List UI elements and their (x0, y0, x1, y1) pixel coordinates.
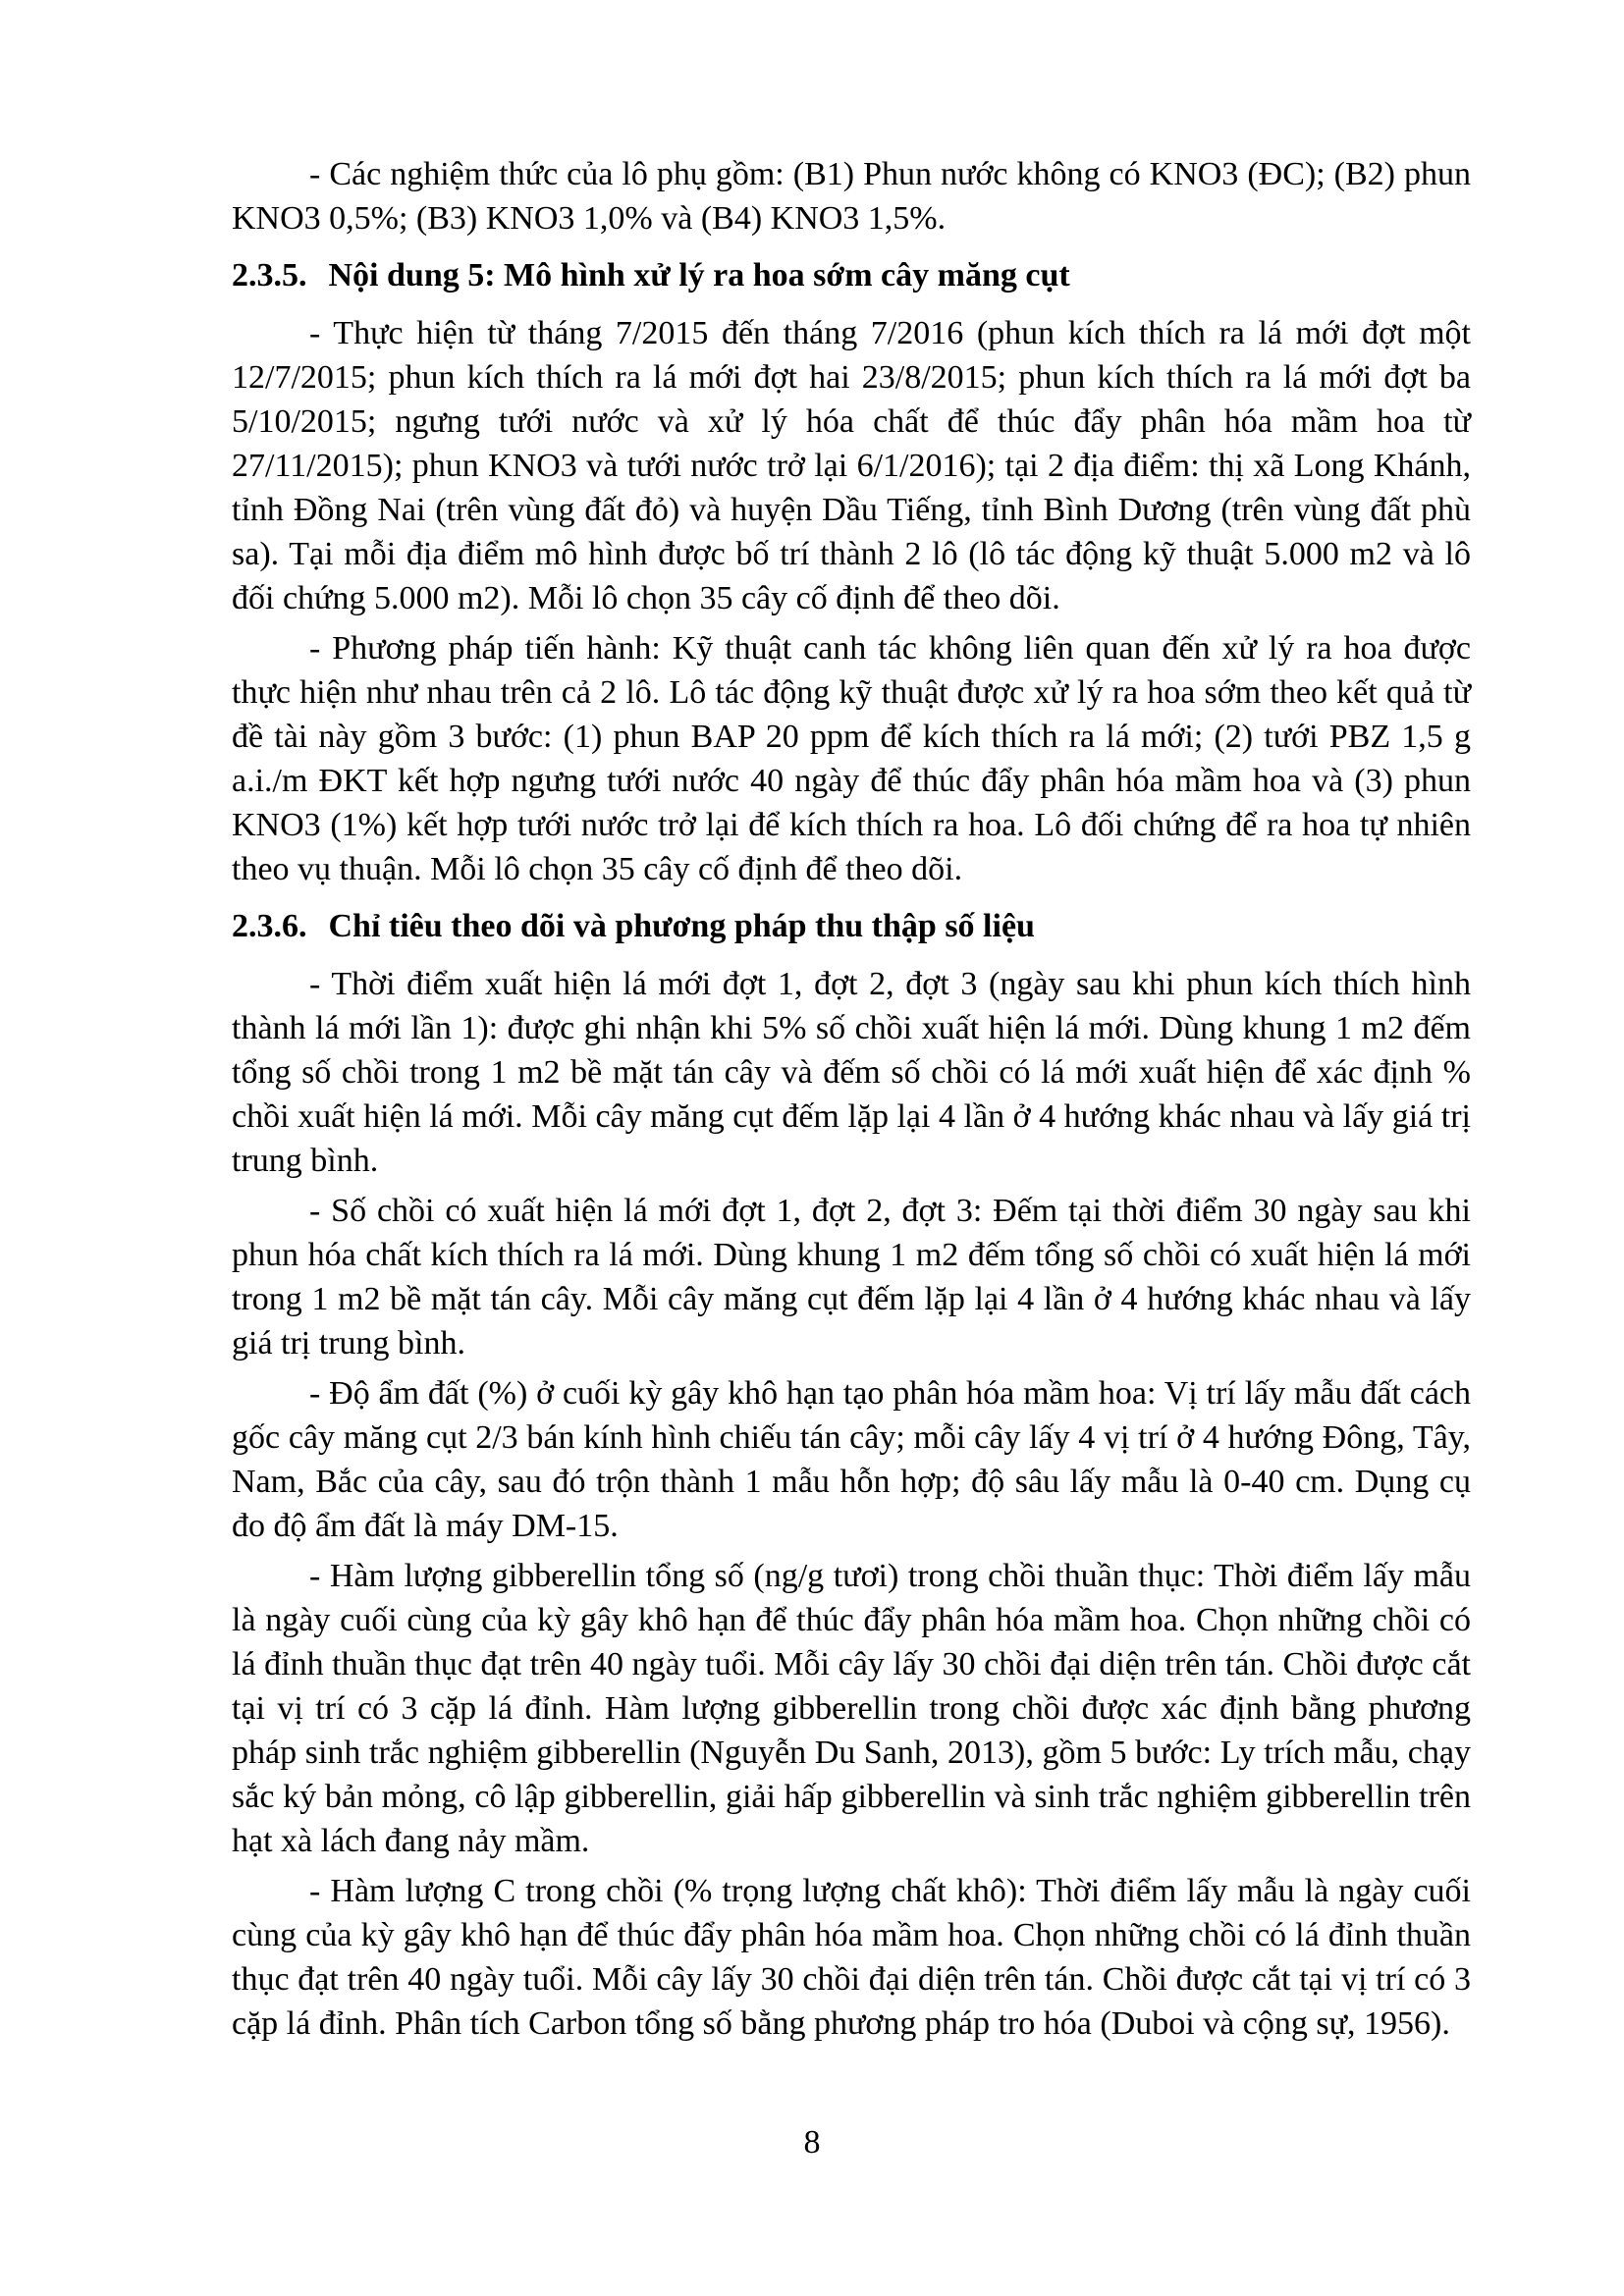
paragraph-lo-phu-treatments: - Các nghiệm thức của lô phụ gồm: (B1) Phun nước không có KNO3 (ĐC); (B2) phun KNO3 0,5%; (B3) KNO3 1,0% và (B4) KNO3 1,5%. (232, 156, 1471, 237)
paragraph-phuong-phap-tien-hanh: - Phương pháp tiến hành: Kỹ thuật canh tác không liên quan đến xử lý ra hoa được thực hiện như nhau trên cả 2 lô. Lô tác động kỹ thuật được xử lý ra hoa sớm theo kết quả từ đề tài này gồm 3 bước: (1) phun BAP 20 ppm để kích thích ra lá mới; (2) tưới PBZ 1,5 g a.i./m ĐKT kết hợp ngưng tưới nước 40 ngày để thúc đẩy phân hóa mầm hoa và (3) phun KNO3 (1%) kết hợp tưới nước trở lại để kích thích ra hoa. Lô đối chứng để ra hoa tự nhiên theo vụ thuận. Mỗi lô chọn 35 cây cố định để theo dõi. (232, 630, 1471, 887)
section-title: Nội dung 5: Mô hình xử lý ra hoa sớm cây măng cụt (328, 257, 1070, 294)
section-number: 2.3.5. (232, 257, 307, 294)
section-title: Chỉ tiêu theo dõi và phương pháp thu thập số liệu (328, 908, 1035, 944)
page-number: 8 (803, 2124, 821, 2161)
paragraph-thoi-diem-xuat-hien-la-moi: - Thời điểm xuất hiện lá mới đợt 1, đợt 2, đợt 3 (ngày sau khi phun kích thích hình thành lá mới lần 1): được ghi nhận khi 5% số chồi xuất hiện lá mới. Dùng khung 1 m2 đếm tổng số chồi trong 1 m2 bề mặt tán cây và đếm số chồi có lá mới xuất hiện để xác định % chồi xuất hiện lá mới. Mỗi cây măng cụt đếm lặp lại 4 lần ở 4 hướng khác nhau và lấy giá trị trung bình. (232, 966, 1471, 1179)
section-heading-2-3-5 (232, 253, 1471, 297)
paragraph-ham-luong-gibberellin: - Hàm lượng gibberellin tổng số (ng/g tươi) trong chồi thuần thục: Thời điểm lấy mẫu là ngày cuối cùng của kỳ gây khô hạn để thúc đẩy phân hóa mầm hoa. Chọn những chồi có lá đỉnh thuần thục đạt trên 40 ngày tuổi. Mỗi cây lấy 30 chồi đại diện trên tán. Chồi được cắt tại vị trí có 3 cặp lá đỉnh. Hàm lượng gibberellin trong chồi được xác định bằng phương pháp sinh trắc nghiệm gibberellin (Nguyễn Du Sanh, 2013), gồm 5 bước: Ly trích mẫu, chạy sắc ký bản mỏng, cô lập gibberellin, giải hấp gibberellin và sinh trắc nghiệm gibberellin trên hạt xà lách đang nảy mầm. (232, 1558, 1471, 1859)
paragraph-do-am-dat: - Độ ẩm đất (%) ở cuối kỳ gây khô hạn tạo phân hóa mầm hoa: Vị trí lấy mẫu đất cách gốc cây măng cụt 2/3 bán kính hình chiếu tán cây; mỗi cây lấy 4 vị trí ở 4 hướng Đông, Tây, Nam, Bắc của cây, sau đó trộn thành 1 mẫu hỗn hợp; độ sâu lấy mẫu là 0-40 cm. Dụng cụ đo độ ẩm đất là máy DM-15. (232, 1375, 1471, 1544)
paragraph-so-choi-xuat-hien-la-moi: - Số chồi có xuất hiện lá mới đợt 1, đợt 2, đợt 3: Đếm tại thời điểm 30 ngày sau khi phun hóa chất kích thích ra lá mới. Dùng khung 1 m2 đếm tổng số chồi có xuất hiện lá mới trong 1 m2 bề mặt tán cây. Mỗi cây măng cụt đếm lặp lại 4 lần ở 4 hướng khác nhau và lấy giá trị trung bình. (232, 1193, 1471, 1362)
document-body (232, 152, 1471, 2052)
section-heading-2-3-6 (232, 904, 1471, 948)
paragraph-thuc-hien-mo-hinh: - Thực hiện từ tháng 7/2015 đến tháng 7/2016 (phun kích thích ra lá mới đợt một 12/7/2015; phun kích thích ra lá mới đợt hai 23/8/2015; phun kích thích ra lá mới đợt ba 5/10/2015; ngưng tưới nước và xử lý hóa chất để thúc đẩy phân hóa mầm hoa từ 27/11/2015); phun KNO3 và tưới nước trở lại 6/1/2016); tại 2 địa điểm: thị xã Long Khánh, tỉnh Đồng Nai (trên vùng đất đỏ) và huyện Dầu Tiếng, tỉnh Bình Dương (trên vùng đất phù sa). Tại mỗi địa điểm mô hình được bố trí thành 2 lô (lô tác động kỹ thuật 5.000 m2 và lô đối chứng 5.000 m2). Mỗi lô chọn 35 cây cố định để theo dõi. (232, 315, 1471, 616)
paragraph-ham-luong-c: - Hàm lượng C trong chồi (% trọng lượng chất khô): Thời điểm lấy mẫu là ngày cuối cùng của kỳ gây khô hạn để thúc đẩy phân hóa mầm hoa. Chọn những chồi có lá đỉnh thuần thục đạt trên 40 ngày tuổi. Mỗi cây lấy 30 chồi đại diện trên tán. Chồi được cắt tại vị trí có 3 cặp lá đỉnh. Phân tích Carbon tổng số bằng phương pháp tro hóa (Duboi và cộng sự, 1956). (232, 1873, 1471, 2042)
section-number: 2.3.6. (232, 908, 307, 944)
